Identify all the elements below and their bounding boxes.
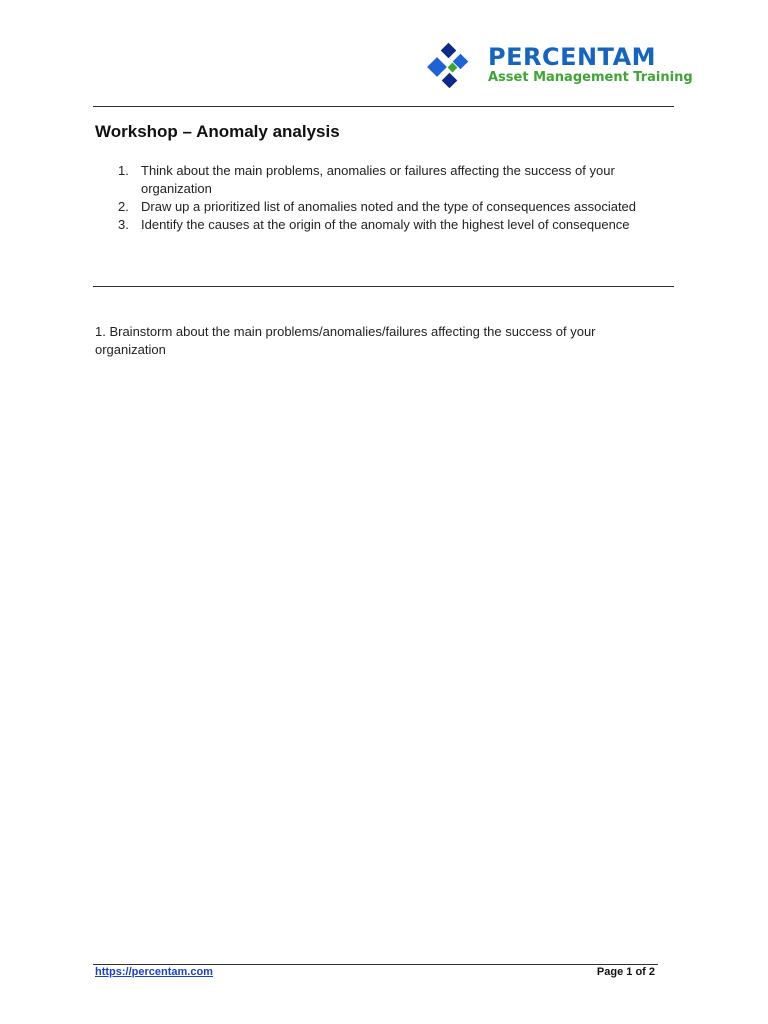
percentam-diamond-logo-icon <box>427 42 477 90</box>
step-text: Draw up a prioritized list of anomalies noted and the type of consequences associated <box>141 199 637 214</box>
step-text: Think about the main problems, anomalies or failures affecting the success of your organization <box>141 163 615 196</box>
page-number: Page 1 of 2 <box>596 966 655 978</box>
workshop-steps-list <box>118 162 668 234</box>
page-title: Workshop – Anomaly analysis <box>95 122 340 141</box>
list-item <box>118 198 668 216</box>
section-divider <box>93 286 674 287</box>
brainstorm-section-heading: 1. Brainstorm about the main problems/anomalies/failures affecting the success of your organization <box>95 324 596 357</box>
footer-website-link[interactable]: https://percentam.com <box>95 966 213 978</box>
step-text: Identify the causes at the origin of the anomaly with the highest level of consequence <box>141 217 630 232</box>
step-number: 3. <box>118 217 129 232</box>
brand-tagline: Asset Management Training <box>488 70 693 85</box>
step-number: 1. <box>118 163 129 178</box>
footer-divider <box>93 964 658 965</box>
header-divider <box>93 106 674 107</box>
list-item <box>118 162 668 198</box>
percentam-logo <box>427 42 693 92</box>
step-number: 2. <box>118 199 129 214</box>
list-item <box>118 216 668 234</box>
brand-name: PERCENTAM <box>488 43 657 71</box>
